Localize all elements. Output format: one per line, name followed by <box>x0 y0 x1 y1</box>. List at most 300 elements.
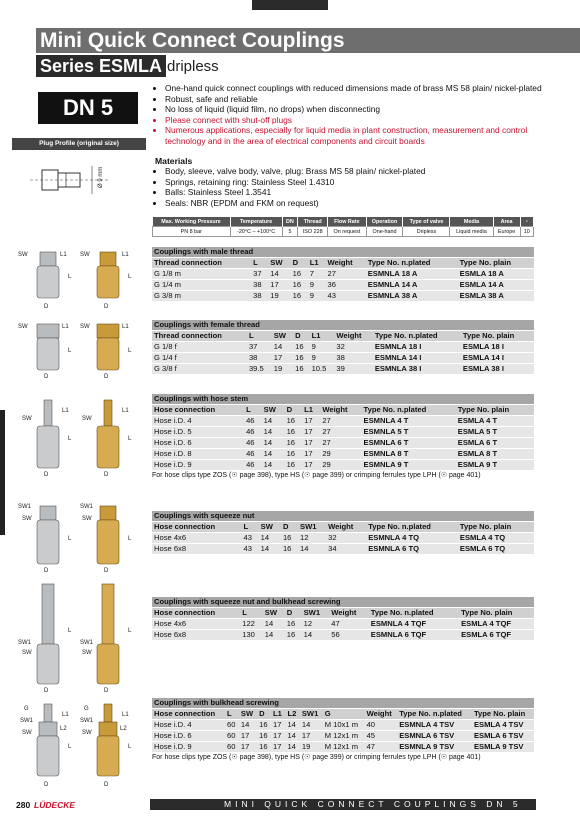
data-table <box>152 404 534 470</box>
table-cell: Hose i.D. 5 <box>152 427 244 438</box>
column-header: SW <box>263 608 285 619</box>
table-cell: 16 <box>291 280 308 291</box>
dim-label: L1 <box>62 408 69 414</box>
table-cell: G 3/8 f <box>152 364 247 375</box>
table-cell: 17 <box>268 280 290 291</box>
column-header: Type No. n.plated <box>373 331 461 342</box>
table-cell: 46 <box>244 427 262 438</box>
data-table <box>152 330 534 374</box>
table-cell: 122 <box>240 619 263 630</box>
table-cell: 14 <box>285 731 299 742</box>
dim-label: SW <box>22 730 32 736</box>
table-cell: 16 <box>281 544 298 555</box>
spec-header: Thread <box>298 217 328 227</box>
column-header: L <box>247 331 272 342</box>
dim-label: L <box>68 628 72 634</box>
dim-label: SW1 <box>18 640 32 646</box>
dim-label: D <box>104 472 109 478</box>
table-cell: ESMLA 6 T <box>456 438 534 449</box>
illustration-hose-stem <box>10 396 145 478</box>
column-header: Weight <box>329 608 368 619</box>
dim-label: L <box>128 348 132 354</box>
spec-header: Temperature <box>230 217 282 227</box>
page-title: Mini Quick Connect Couplings <box>36 28 580 53</box>
dim-label: D <box>104 568 109 574</box>
table-cell: Hose 4x6 <box>152 533 242 544</box>
column-header: L1 <box>271 709 285 720</box>
spec-header-row <box>153 217 534 227</box>
table-cell: ESMNLA 6 TQ <box>366 544 458 555</box>
dim-label: D <box>104 782 109 788</box>
table-cell: ESMLA 4 TSV <box>472 720 534 731</box>
dim-label: L <box>68 348 72 354</box>
column-header: Hose connection <box>152 709 225 720</box>
table-title: Couplings with male thread <box>152 247 534 257</box>
feature-item: • One-hand quick connect couplings with reduced dimensions made of brass MS 58 plain/ nickel-plated <box>165 83 555 94</box>
table-cell: 14 <box>268 269 290 280</box>
table-cell: ESMLA 9 T <box>456 460 534 471</box>
column-header: Type No. n.plated <box>366 258 458 269</box>
material-item: • Seals: NBR (EPDM and FKM on request) <box>165 198 555 209</box>
table-cell: 16 <box>291 269 308 280</box>
table-row <box>152 533 534 544</box>
dim-label: SW <box>22 650 32 656</box>
spec-header: Max. Working Pressure <box>153 217 231 227</box>
coupling-nickel <box>37 252 59 298</box>
table-cell: G 1/8 m <box>152 269 251 280</box>
dim-label: SW <box>18 324 28 330</box>
dim-label: SW <box>80 324 90 330</box>
table-cell: 14 <box>262 416 285 427</box>
column-header: Weight <box>326 258 366 269</box>
table-cell: Hose 6x8 <box>152 544 242 555</box>
table-cell: 43 <box>326 291 366 302</box>
table-cell: ESMLA 14 A <box>458 280 534 291</box>
spec-table <box>152 217 534 237</box>
table-cell: M 12x1 m <box>323 731 365 742</box>
table-cell: 14 <box>263 619 285 630</box>
table-cell: ESMLA 8 T <box>456 449 534 460</box>
dim-label: D <box>104 304 109 310</box>
table-cell: 16 <box>285 438 303 449</box>
table-cell: 38 <box>251 291 268 302</box>
illustration-male-thread <box>10 246 145 310</box>
table-cell: 17 <box>271 731 285 742</box>
dim-label: SW1 <box>80 640 94 646</box>
table-cell: 47 <box>329 619 368 630</box>
column-header: Thread connection <box>152 258 251 269</box>
table-squeeze-nut <box>152 511 534 554</box>
table-cell: ESMLA 9 TSV <box>472 742 534 753</box>
dim-label: L1 <box>122 712 129 718</box>
table-cell: ESMNLA 18 I <box>373 342 461 353</box>
table-cell: 14 <box>239 720 257 731</box>
table-cell: 32 <box>334 342 373 353</box>
table-footnote: For hose clips type ZOS (☉ page 398), type HS (☉ page 399) or crimping ferrules type LPH (☉ page 401) <box>152 754 481 761</box>
data-table <box>152 607 534 640</box>
table-cell: 60 <box>225 720 239 731</box>
dim-label: SW <box>82 416 92 422</box>
table-title: Couplings with squeeze nut and bulkhead screwing <box>152 597 534 607</box>
column-header: Weight <box>320 405 361 416</box>
column-header: L1 <box>308 258 326 269</box>
table-cell: 16 <box>285 449 303 460</box>
dim-label: L2 <box>60 726 67 732</box>
table-cell: 37 <box>251 269 268 280</box>
table-cell: ESMLA 14 I <box>461 353 534 364</box>
column-header: L <box>251 258 268 269</box>
column-header: Type No. n.plated <box>362 405 456 416</box>
table-cell: 14 <box>262 438 285 449</box>
table-cell: Hose i.D. 6 <box>152 438 244 449</box>
table-cell: ESMNLA 4 TQ <box>366 533 458 544</box>
table-cell: Hose i.D. 4 <box>152 416 244 427</box>
table-header-row <box>152 405 534 416</box>
table-cell: 14 <box>259 544 281 555</box>
column-header: Weight <box>326 522 366 533</box>
dim-label: G <box>24 706 29 712</box>
table-cell: 14 <box>298 544 326 555</box>
table-cell: 14 <box>262 449 285 460</box>
dim-label: L2 <box>120 726 127 732</box>
column-header: Thread connection <box>152 331 247 342</box>
table-header-row <box>152 522 534 533</box>
table-row <box>152 364 534 375</box>
dim-label: L1 <box>62 712 69 718</box>
table-cell: 14 <box>285 720 299 731</box>
dim-label: SW1 <box>18 504 32 510</box>
table-row <box>152 460 534 471</box>
dim-label: SW1 <box>80 504 94 510</box>
table-cell: 46 <box>244 460 262 471</box>
table-cell: 27 <box>320 438 361 449</box>
table-cell: 16 <box>285 619 302 630</box>
table-cell: 60 <box>225 731 239 742</box>
table-cell: 17 <box>239 731 257 742</box>
table-cell: 39.5 <box>247 364 272 375</box>
column-header: Type No. plain <box>472 709 534 720</box>
dim-label: SW <box>82 730 92 736</box>
material-item: • Body, sleeve, valve body, valve, plug: Brass MS 58 plain/ nickel-plated <box>165 166 555 177</box>
dim-label: SW1 <box>20 718 34 724</box>
column-header: Type No. plain <box>459 608 534 619</box>
column-header: D <box>293 331 309 342</box>
table-cell: 47 <box>365 742 398 753</box>
data-table <box>152 521 534 554</box>
table-cell: G 1/8 f <box>152 342 247 353</box>
dim-label: L <box>128 744 132 750</box>
table-row <box>152 416 534 427</box>
table-cell: 17 <box>302 416 320 427</box>
table-cell: ESMNLA 6 TQF <box>369 630 459 641</box>
table-cell: ESMNLA 5 T <box>362 427 456 438</box>
table-cell: 16 <box>291 291 308 302</box>
table-cell: 14 <box>300 720 323 731</box>
illustration-bulkhead-screwing <box>10 700 145 788</box>
table-cell: ESMLA 38 A <box>458 291 534 302</box>
spec-value: Liquid media <box>450 227 493 237</box>
table-cell: 16 <box>293 342 309 353</box>
table-cell: 9 <box>310 353 335 364</box>
table-cell: 19 <box>268 291 290 302</box>
table-footnote: For hose clips type ZOS (☉ page 398), type HS (☉ page 399) or crimping ferrules type LPH (☉ page 401) <box>152 472 481 479</box>
spec-value: One-hand <box>366 227 403 237</box>
table-cell: 14 <box>259 533 281 544</box>
table-cell: 130 <box>240 630 263 641</box>
feature-item-applications: • Numerous applications, especially for liquid media in plant construction, measurement and control technology and in the area of electrical components and circuit boards <box>165 125 555 146</box>
spec-value: PN 8 bar <box>153 227 231 237</box>
column-header: Type No. plain <box>456 405 534 416</box>
table-cell: ESMLA 4 TQ <box>458 533 534 544</box>
series-title: Series ESMLA <box>36 55 166 77</box>
column-header: SW <box>272 331 293 342</box>
table-cell: 38 <box>247 353 272 364</box>
dim-label: SW <box>22 516 32 522</box>
column-header: Type No. plain <box>458 522 534 533</box>
feature-item: • No loss of liquid (liquid film, no drops) when disconnecting <box>165 104 555 115</box>
dim-label: D <box>104 374 109 380</box>
table-cell: G 3/8 m <box>152 291 251 302</box>
dim-label: L <box>128 274 132 280</box>
column-header: G <box>323 709 365 720</box>
column-header: L <box>225 709 239 720</box>
table-cell: M 12x1 m <box>323 742 365 753</box>
spec-value: Europe <box>493 227 520 237</box>
table-cell: 17 <box>300 731 323 742</box>
dim-label: L <box>68 274 72 280</box>
table-cell: ESMNLA 14 I <box>373 353 461 364</box>
materials-heading: Materials <box>155 156 193 166</box>
table-cell: ESMLA 5 T <box>456 427 534 438</box>
page-number: 280 <box>16 800 31 810</box>
spec-value: Dripless <box>403 227 450 237</box>
table-row <box>152 438 534 449</box>
feature-list <box>155 83 555 147</box>
table-cell: 19 <box>272 364 293 375</box>
table-squeeze-nut-bulkhead <box>152 597 534 640</box>
material-item: • Springs, retaining ring: Stainless Steel 1.4310 <box>165 177 555 188</box>
table-cell: 17 <box>272 353 293 364</box>
spec-value: -20°C – +100°C <box>230 227 282 237</box>
table-cell: 16 <box>257 731 271 742</box>
table-cell: ESMLA 38 I <box>461 364 534 375</box>
column-header: SW1 <box>300 709 323 720</box>
table-cell: 9 <box>310 342 335 353</box>
table-cell: ESMLA 18 I <box>461 342 534 353</box>
feature-item-warning: • Please connect with shut-off plugs <box>165 115 555 126</box>
table-cell: ESMNLA 9 T <box>362 460 456 471</box>
table-title: Couplings with hose stem <box>152 394 534 404</box>
column-header: Type No. n.plated <box>369 608 459 619</box>
table-header-row <box>152 331 534 342</box>
table-cell: 7 <box>308 269 326 280</box>
profile-dim-label: Ø 9 mm <box>98 166 104 188</box>
dn-badge: DN 5 <box>38 92 138 124</box>
dim-label: G <box>84 706 89 712</box>
column-header: Hose connection <box>152 405 244 416</box>
dim-label: L <box>68 436 72 442</box>
table-row <box>152 342 534 353</box>
table-cell: 16 <box>285 630 302 641</box>
column-header: L <box>240 608 263 619</box>
table-cell: Hose i.D. 9 <box>152 460 244 471</box>
column-header: SW1 <box>298 522 326 533</box>
dim-label: L1 <box>122 324 129 330</box>
column-header: L1 <box>302 405 320 416</box>
table-cell: 56 <box>329 630 368 641</box>
table-cell: 17 <box>302 460 320 471</box>
table-male-thread <box>152 247 534 301</box>
table-cell: 16 <box>285 416 303 427</box>
table-cell: 14 <box>302 630 330 641</box>
table-row <box>152 544 534 555</box>
table-cell: 34 <box>326 544 366 555</box>
table-cell: ESMLA 6 TSV <box>472 731 534 742</box>
table-cell: 17 <box>302 427 320 438</box>
table-cell: 17 <box>271 720 285 731</box>
table-cell: 17 <box>302 438 320 449</box>
table-cell: 10.5 <box>310 364 335 375</box>
table-cell: 12 <box>302 619 330 630</box>
dim-label: SW1 <box>80 718 94 724</box>
table-cell: Hose 6x8 <box>152 630 240 641</box>
column-header: Type No. plain <box>458 258 534 269</box>
table-cell: 14 <box>262 427 285 438</box>
spec-header: Area <box>493 217 520 227</box>
table-cell: Hose i.D. 4 <box>152 720 225 731</box>
table-row <box>152 291 534 302</box>
table-cell: 46 <box>244 449 262 460</box>
table-cell: ESMNLA 4 TSV <box>397 720 472 731</box>
table-cell: ESMNLA 9 TSV <box>397 742 472 753</box>
illustration-female-thread <box>10 318 145 382</box>
column-header: L <box>242 522 259 533</box>
column-header: Weight <box>365 709 398 720</box>
table-cell: 9 <box>308 291 326 302</box>
table-cell: 38 <box>334 353 373 364</box>
table-cell: 14 <box>285 742 299 753</box>
dim-label: SW <box>82 650 92 656</box>
brand-logo: LÜDECKE <box>34 800 76 810</box>
table-cell: 16 <box>285 427 303 438</box>
table-cell: 19 <box>300 742 323 753</box>
footer-banner: MINI QUICK CONNECT COUPLINGS DN 5 <box>150 799 536 810</box>
table-cell: ESMNLA 38 I <box>373 364 461 375</box>
spec-value: 5 <box>282 227 298 237</box>
table-row <box>152 742 534 753</box>
feature-item: • Robust, safe and reliable <box>165 94 555 105</box>
table-cell: 16 <box>293 364 309 375</box>
dim-label: SW <box>80 252 90 258</box>
table-cell: 43 <box>242 544 259 555</box>
side-tab <box>0 410 5 535</box>
spec-value: ISO 228 <box>298 227 328 237</box>
table-female-thread <box>152 320 534 374</box>
illustration-squeeze-nut-bulkhead <box>10 580 145 696</box>
table-cell: 29 <box>320 449 361 460</box>
table-title: Couplings with bulkhead screwing <box>152 698 534 708</box>
table-cell: 40 <box>365 720 398 731</box>
table-cell: ESMLA 4 T <box>456 416 534 427</box>
table-cell: 17 <box>239 742 257 753</box>
plug-profile-label: Plug Profile (original size) <box>12 138 146 150</box>
table-header-row <box>152 258 534 269</box>
table-row <box>152 619 534 630</box>
table-cell: 36 <box>326 280 366 291</box>
table-row <box>152 280 534 291</box>
table-cell: ESMLA 18 A <box>458 269 534 280</box>
table-cell: 27 <box>320 427 361 438</box>
column-header: Type No. n.plated <box>397 709 472 720</box>
table-row <box>152 269 534 280</box>
column-header: Type No. plain <box>461 331 534 342</box>
dim-label: L1 <box>122 252 129 258</box>
spec-header: Flow Rate <box>328 217 366 227</box>
table-cell: 39 <box>334 364 373 375</box>
dim-label: SW <box>22 416 32 422</box>
table-cell: 16 <box>285 460 303 471</box>
data-table <box>152 257 534 301</box>
table-cell: 16 <box>257 720 271 731</box>
table-title: Couplings with squeeze nut <box>152 511 534 521</box>
spec-value: 10 <box>520 227 533 237</box>
table-row <box>152 449 534 460</box>
materials-list <box>155 166 555 208</box>
data-table <box>152 708 534 752</box>
dim-label: SW <box>18 252 28 258</box>
table-cell: Hose i.D. 6 <box>152 731 225 742</box>
table-cell: 14 <box>262 460 285 471</box>
table-cell: ESMNLA 4 TQF <box>369 619 459 630</box>
column-header: D <box>285 405 303 416</box>
table-cell: G 1/4 f <box>152 353 247 364</box>
table-row <box>152 731 534 742</box>
column-header: Weight <box>334 331 373 342</box>
plug-profile-drawing <box>30 160 110 200</box>
table-cell: 16 <box>281 533 298 544</box>
table-cell: 17 <box>271 742 285 753</box>
dim-label: L <box>128 436 132 442</box>
dim-label: L <box>68 536 72 542</box>
table-cell: Hose i.D. 9 <box>152 742 225 753</box>
table-row <box>152 630 534 641</box>
spec-header: Type of valve <box>403 217 450 227</box>
coupling-brass <box>97 252 119 298</box>
table-cell: Hose 4x6 <box>152 619 240 630</box>
column-header: SW1 <box>302 608 330 619</box>
dim-label: D <box>44 688 49 694</box>
table-row <box>152 427 534 438</box>
table-cell: Hose i.D. 8 <box>152 449 244 460</box>
dim-label: D <box>44 782 49 788</box>
column-header: SW <box>268 258 290 269</box>
table-cell: 46 <box>244 416 262 427</box>
spec-value-row <box>153 227 534 237</box>
table-cell: 16 <box>293 353 309 364</box>
table-cell: 29 <box>320 460 361 471</box>
dim-label: L <box>128 536 132 542</box>
table-cell: ESMNLA 38 A <box>366 291 458 302</box>
column-header: D <box>257 709 271 720</box>
table-cell: 38 <box>251 280 268 291</box>
table-cell: 14 <box>272 342 293 353</box>
column-header: D <box>291 258 308 269</box>
table-cell: 17 <box>302 449 320 460</box>
table-cell: 45 <box>365 731 398 742</box>
table-cell: ESMLA 4 TQF <box>459 619 534 630</box>
table-cell: 32 <box>326 533 366 544</box>
column-header: SW <box>262 405 285 416</box>
